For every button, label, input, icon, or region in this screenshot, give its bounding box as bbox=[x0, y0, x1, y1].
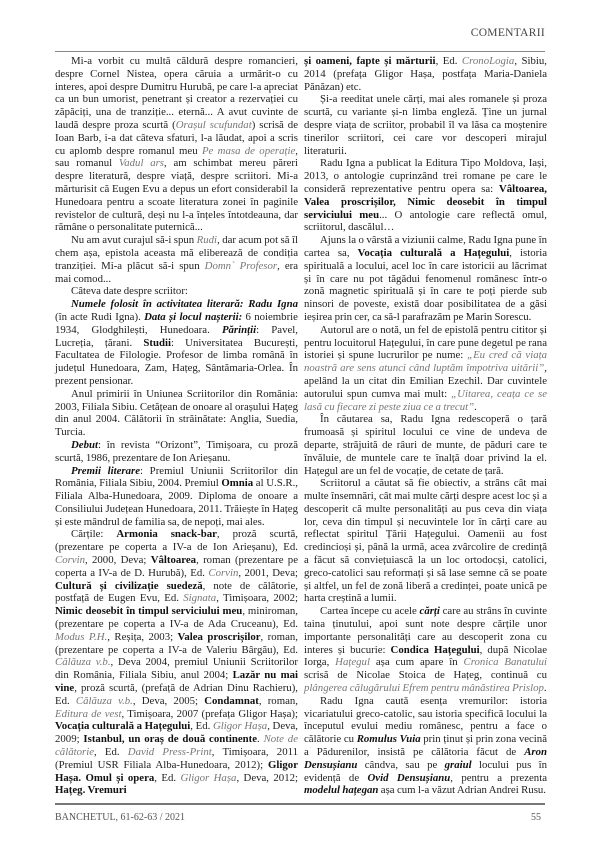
page-number: 55 bbox=[531, 812, 541, 823]
paragraph bbox=[304, 93, 547, 157]
text-run: , sau romanul bbox=[55, 144, 298, 170]
emphasized-text: Condica Hațegului bbox=[390, 643, 480, 656]
emphasized-text: David Press-Print bbox=[127, 746, 212, 759]
emphasized-text: Aron Densușianu bbox=[304, 746, 547, 771]
right-column bbox=[304, 55, 547, 797]
text-run: Mi-a vorbit cu multă căldură despre romancieri, despre Cornel Nistea, opera căruia a urmărit-o cu interes, apoi despre Dumitru Hurubă, pe care l-a apreciat ca un bun umorist, penetrant și creator a rezervației cu zăpăciți, una de tranziție... eternă... A avut cuvinte de laudă despre proza scurtă ( bbox=[55, 55, 298, 131]
text-run: Cartea începe cu acele bbox=[320, 605, 420, 618]
emphasized-text: Cultură și civilizație suedeză bbox=[55, 579, 203, 592]
emphasized-text: cărți bbox=[419, 605, 440, 618]
text-run: : Premiul Uniunii Scriitorilor din România, Filiala Sibiu, 2004. Premiul bbox=[55, 464, 298, 490]
paragraph bbox=[55, 234, 298, 285]
left-column bbox=[55, 55, 298, 797]
emphasized-text: Signata bbox=[183, 592, 217, 605]
text-run: , Reșița, 2003; bbox=[107, 630, 178, 643]
text-run: , Sibiu, 2014 (prefața Gligor Hașa, postfața Maria-Daniela Pănăzan) etc. bbox=[304, 55, 547, 93]
emphasized-text: Romulus Vuia bbox=[356, 733, 421, 746]
emphasized-text: Gligor Hașa bbox=[180, 771, 237, 784]
emphasized-text: Vocația culturală a Hațegului bbox=[357, 246, 510, 259]
emphasized-text: Note de călătorie bbox=[55, 733, 298, 759]
emphasized-text: Editura de vest bbox=[55, 707, 122, 720]
emphasized-text: „Uitarea, ceața ce se lasă cu fiecare zi peste ziua ce a trecut” bbox=[304, 387, 547, 413]
text-run: . bbox=[543, 682, 547, 695]
text-run: Radu Igna cautǎ esența vremurilor: istoria vicariatului greco-catolic, sau istoria specifică locului la începutul evului mediu românesc, pentru a face o călătorie cu bbox=[304, 694, 547, 746]
text-run: . bbox=[474, 400, 477, 413]
paragraph bbox=[55, 55, 298, 234]
text-run: , Ed. bbox=[435, 55, 462, 67]
paragraph bbox=[55, 465, 298, 529]
text-run: : Pavel, Lucreția, țărani. bbox=[55, 323, 298, 349]
text-run: Cărțile: bbox=[71, 528, 117, 541]
emphasized-text: Orașul scufundat bbox=[175, 118, 252, 131]
text-run: Anul primirii în Uniunea Scriitorilor din România: 2003, Filiala Sibiu. Cetățean de onoare al orașului Hațeg din anul 2004. Călătorii în străinătate: Anglia, Suedia, Turcia. bbox=[55, 387, 298, 439]
paragraph bbox=[304, 413, 547, 477]
text-run: , Timișoara, 2002; bbox=[216, 592, 298, 605]
text-run: al U.S.R., Filiala Alba-Hunedoara, 2009. Diploma de onoare a Consiliului Județean Hunedoara, 2011. Trăiește în Hațeg și este mândrul de familia sa, de nepoți, mai ales. bbox=[55, 477, 299, 528]
journal-issue: BANCHETUL, 61-62-63 / 2021 bbox=[55, 812, 185, 823]
text-run: , dar acum pot să îl chem așa, epistola aceasta mă eliberează de condiția tranziției. Mi-a plăcut să-i spun bbox=[55, 234, 298, 272]
emphasized-text: Călăuza v.b. bbox=[75, 694, 133, 707]
emphasized-text: Rudi bbox=[196, 234, 218, 247]
paragraph bbox=[304, 234, 547, 324]
emphasized-text: Pe masa de operație bbox=[201, 144, 296, 157]
text-run: locului pus în evidență de bbox=[304, 758, 547, 784]
emphasized-text: Vadul ars bbox=[118, 157, 164, 170]
text-run: . bbox=[257, 733, 264, 746]
emphasized-text: Modus P.H. bbox=[55, 630, 108, 643]
emphasized-text: Gligor Hașa bbox=[212, 720, 268, 733]
text-run: , pentru a prezenta bbox=[450, 771, 547, 784]
emphasized-text: Omnia bbox=[221, 477, 254, 490]
emphasized-text: „Eu cred că viața noastră are sens atunci când luptăm împotriva uitării” bbox=[304, 349, 547, 375]
emphasized-text: Hațegul bbox=[335, 656, 370, 669]
paragraph bbox=[304, 324, 547, 414]
emphasized-text: Părinții bbox=[221, 323, 257, 336]
emphasized-text: Hațeg. Vremuri bbox=[55, 784, 127, 797]
text-run: așa cum l-a văzut Adrian Andrei Rusu. bbox=[378, 784, 546, 797]
text-run: 6 noiembrie 1934, Glodghilești, Hunedoara. bbox=[55, 310, 298, 336]
emphasized-text: Studii bbox=[143, 336, 171, 349]
text-run: , roman, (prezentare pe coperta a IV-a de Valeriu Bârgău), Ed. bbox=[55, 630, 298, 656]
paragraph bbox=[55, 285, 298, 298]
emphasized-text: Vâltoarea bbox=[150, 554, 197, 567]
emphasized-text: modelul hațegan bbox=[304, 784, 379, 797]
paragraph bbox=[304, 55, 547, 93]
emphasized-text: Ovid Densușianu bbox=[367, 771, 451, 784]
text-run: care au strâns în cuvinte taina ținutului, apoi sunt note despre cărțile unor importante personalități care au descoperit zona cu interes și bucurie: bbox=[304, 605, 547, 656]
text-run: , Deva, 2005; bbox=[132, 694, 205, 707]
emphasized-text: Vocația culturală a Hațegului bbox=[55, 720, 191, 733]
text-run: Autorul are o notă, un fel de epistolă pentru cititor și pentru locuitorul Hațegului, în care pune degetul pe rana istoriei și spune lucrurilor pe nume: bbox=[304, 323, 547, 362]
text-run: cândva, sau pe bbox=[357, 758, 445, 771]
text-run: , proză scurtă, (prezentare pe coperta a IV-a de Ion Arieșanu), Ed. bbox=[55, 528, 298, 554]
text-run: Ajuns la o vârstă a viziunii calme, Radu Igna pune în cartea sa, bbox=[304, 234, 547, 259]
emphasized-text: Vâltoarea, Valea proscrișilor, Nimic deosebit în timpul serviciului meu bbox=[304, 182, 547, 221]
paragraph bbox=[55, 388, 298, 439]
text-run: , istoria spirituală a locului, acel loc în care istoricii au lăcrimat și în care nu pot tăgădui fenomenul românesc într-o zonă magnetic spirituală și în care te poți pierde sub ninsori de poveste, există doar posibilitatea de a găsi ieșirea prin cer, ca să-l parafrazăm pe Marin Sorescu. bbox=[304, 246, 547, 323]
text-run: , Ed. bbox=[154, 771, 181, 784]
page-footer bbox=[55, 803, 545, 827]
text-run: : Universitatea București, Facultatea de Filologie. Profesor de limba română în județul Hunedoara, Zam, Hațeg, Sântămaria-Orlea. În prezent pensionar. bbox=[55, 336, 298, 387]
emphasized-text: CronoLogia bbox=[461, 55, 515, 67]
emphasized-text: Corvin bbox=[208, 566, 239, 579]
text-run: , 2000, Deva; bbox=[85, 554, 151, 567]
text-run: , Deva, 2012; bbox=[236, 771, 298, 784]
emphasized-text: Nimic deosebit în timpul serviciului meu bbox=[55, 605, 243, 618]
text-run: Și-a reeditat unele cărți, mai ales romanele și proza scurtă, cu variante și-n limba engleză. Ține un jurnal despre viața de scriitor, probabil îl va lăsa ca moștenire tinerilor scriitori, cei care vor descoperi mirajul literaturii. bbox=[304, 93, 547, 157]
emphasized-text: graiul bbox=[444, 758, 472, 771]
text-run: , Ed. bbox=[190, 720, 213, 733]
text-run: , după Nicolae Iorga, bbox=[304, 643, 547, 669]
text-run: ) scrisă de Ioan Barb, i-a dat câteva sfaturi, l-a lăudat, apoi a scris cu aplomb despre romanul meu bbox=[55, 118, 298, 157]
text-run: , miniroman, (prezentare pe coperta a IV-a de Ada Cruceanu), Ed. bbox=[55, 605, 298, 631]
text-run: , am schimbat mereu păreri despre literatură, despre viață, despre scriitori. Mi-a mărturisit că Eugen Evu a depus un efort considerabil la Hunedoara pentru a scoate literatura zonei în paginile revistelor de cultură, deși nu l-a înțeles întotdeauna, dar rămâne o personalitate puternică... bbox=[55, 157, 298, 234]
emphasized-text: Valea proscrișilor bbox=[177, 630, 261, 643]
paragraph bbox=[55, 439, 298, 465]
text-run: , apelând la un citat din Emilian Ezechil. Dar cuvintele autorului spun cumva mai mult: bbox=[304, 362, 547, 400]
text-run: , proză scurtă, (prefață de Adrian Dinu Rachieru), Ed. bbox=[55, 682, 298, 707]
emphasized-text: Cronica Banatului bbox=[463, 656, 547, 669]
text-run: ... O antologie care reflectă omul, scriitorul, dascălul… bbox=[304, 208, 547, 234]
text-run: (în acte Rudi Igna). bbox=[55, 310, 145, 323]
text-run: În căutarea sa, Radu Igna redescoperă o țară frumoasă și spiritul locului ce vine de undeva de departe, străjuită de râuri de munte, de păduri care te învăluie, de muntele care te înalță doar privind la el. Hațegul are un fel de vocație, de cetate de țară. bbox=[304, 413, 547, 477]
text-run: : în revista “Orizont”, Timișoara, cu proză scurtă, 1986, prezentare de Ion Arieșanu. bbox=[55, 438, 298, 464]
paragraph bbox=[55, 298, 298, 388]
text-run: , Timișoara, 2011 (Premiul USR Filiala Alba-Hunedoara, 2012); bbox=[55, 746, 298, 771]
emphasized-text: plângerea călugărului Efrem pentru mânăstirea Prislop bbox=[304, 682, 544, 695]
section-title: COMENTARII bbox=[470, 27, 545, 39]
emphasized-text: Călăuza v.b. bbox=[55, 656, 111, 669]
text-run: prin ținut și prin zona vecină a Pădurenilor, insistă pe călătoria făcut de bbox=[304, 733, 547, 759]
text-run: , roman, bbox=[258, 694, 298, 707]
text-run: , 2001, Deva; bbox=[238, 566, 298, 579]
emphasized-text: și oameni, fapte și mărturii bbox=[304, 55, 436, 67]
text-run: scrisă de Nicolae Stoica de Hațeg, continuă cu bbox=[304, 669, 547, 682]
header-rule bbox=[55, 51, 545, 52]
footer-rule bbox=[55, 803, 545, 805]
emphasized-text: Condamnat bbox=[204, 694, 259, 707]
text-run: așa cum apare în bbox=[369, 656, 464, 669]
emphasized-text: Corvin bbox=[55, 554, 85, 567]
paragraph bbox=[304, 605, 547, 695]
emphasized-text: Armonia snack-bar bbox=[116, 528, 217, 541]
text-run: Nu am avut curajul să-i spun bbox=[71, 234, 197, 247]
emphasized-text: Lazăr nu mai vine bbox=[55, 669, 298, 695]
paragraph bbox=[55, 528, 298, 797]
paragraph bbox=[304, 157, 547, 234]
paragraph bbox=[304, 695, 547, 797]
text-run: Radu Igna a publicat la Editura Tipo Moldova, Iași, 2013, o antologie cuprinzând trei romane pe care le consideră reprezentative pentru opera sa: bbox=[304, 157, 547, 195]
emphasized-text: Numele folosit în activitatea literară: Radu Igna bbox=[71, 298, 298, 311]
emphasized-text: Data și locul nașterii: bbox=[144, 310, 243, 323]
text-run: , Ed. bbox=[93, 746, 128, 759]
text-run: , era mai comod... bbox=[55, 259, 299, 285]
text-run: Câteva date despre scriitor: bbox=[71, 285, 188, 298]
text-run: , Timișoara, 2007 (prefața Gligor Hașa); bbox=[121, 707, 298, 720]
text-run: , note de călătorie, postfață de Eugen Evu, Ed. bbox=[55, 579, 298, 605]
emphasized-text: Domn` Profesor bbox=[204, 259, 278, 272]
emphasized-text: Gligor Hașa. Omul și opera bbox=[55, 758, 298, 784]
text-run: , Deva 2004, premiul Uniunii Scriitorilor din România, Filiala Sibiu, anul 2004; bbox=[55, 656, 298, 682]
emphasized-text: Debut bbox=[71, 438, 98, 451]
paragraph bbox=[304, 477, 547, 605]
text-run: Scriitorul a căutat să fie obiectiv, a strâns cât mai multe însemnări, cât mai multe cărți despre acest loc și a descoperit că multe personalități au pus ceva din viața lor, ceva din timpul și necuvintele lor în cărți care au reflectat spiritul Țării Hațegului. Oamenii au fost credincioși și, până la urmă, acea zvârcolire de credință a făcut să conviețuiască la un loc ortodocși, catolici, greco-catolici sau reformați și să lase semne că se poate și altfel, un fel de zonă liberă a credinței, poate unică pe harta creștină a lumii. bbox=[304, 477, 547, 605]
text-run: , Deva, 2009; bbox=[55, 720, 299, 746]
emphasized-text: Istanbul, un oraș de două continente bbox=[83, 733, 258, 746]
emphasized-text: Premii literare bbox=[71, 464, 141, 477]
text-run: , roman (prezentare pe coperta a IV-a de D. Hurubă), Ed. bbox=[55, 554, 298, 579]
